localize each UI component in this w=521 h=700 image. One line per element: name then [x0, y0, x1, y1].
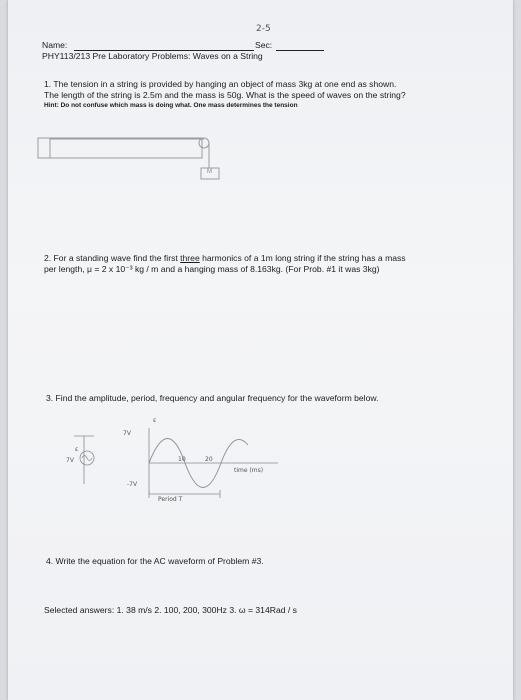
source-label-top: ε	[75, 446, 79, 453]
problem-3-line-1: 3. Find the amplitude, period, frequency and angular frequency for the waveform below.	[46, 393, 379, 403]
source-label-side: 7V	[66, 457, 74, 464]
peak-voltage-label: 7V	[123, 430, 131, 437]
ac-waveform-sketch	[8, 0, 513, 700]
worksheet-page	[8, 0, 513, 700]
problem-1-hint: Hint: Do not confuse which mass is doing what. One mass determines the tension	[44, 102, 298, 109]
selected-answers: Selected answers: 1. 38 m/s 2. 100, 200, 300Hz 3. ω = 314Rad / s	[44, 605, 297, 615]
course-title: PHY113/213 Pre Laboratory Problems: Waves on a String	[42, 51, 263, 61]
problem-1-line-1: 1. The tension in a string is provided by hanging an object of mass 3kg at one end as shown.	[44, 79, 397, 89]
problem-2-line-1-post: harmonics of a 1m long string if the string has a mass	[199, 253, 406, 263]
problem-2-line-2: per length, μ = 2 x 10⁻³ kg / m and a hanging mass of 8.163kg. (For Prob. #1 it was 3kg)	[44, 264, 380, 274]
hanging-mass-label: M	[207, 169, 212, 175]
problem-4-line-1: 4. Write the equation for the AC waveform of Problem #3.	[46, 556, 264, 566]
time-axis-label: time (ms)	[234, 467, 264, 474]
period-label: Period T	[158, 496, 183, 503]
trough-voltage-label: -7V	[127, 481, 138, 488]
sec-label: Sec:	[255, 40, 273, 50]
problem-2-underlined-word: three	[180, 253, 200, 263]
problem-2-line-1-pre: 2. For a standing wave find the first	[44, 253, 181, 263]
page-number: 2-5	[256, 24, 271, 34]
name-label: Name:	[42, 40, 68, 50]
waveform-axis-label: ε	[153, 417, 157, 424]
tick-20-label: 20	[205, 456, 213, 463]
tick-10-label: 10	[178, 456, 186, 463]
problem-1-line-2: The length of the string is 2.5m and the mass is 50g. What is the speed of waves on the string?	[44, 90, 406, 100]
